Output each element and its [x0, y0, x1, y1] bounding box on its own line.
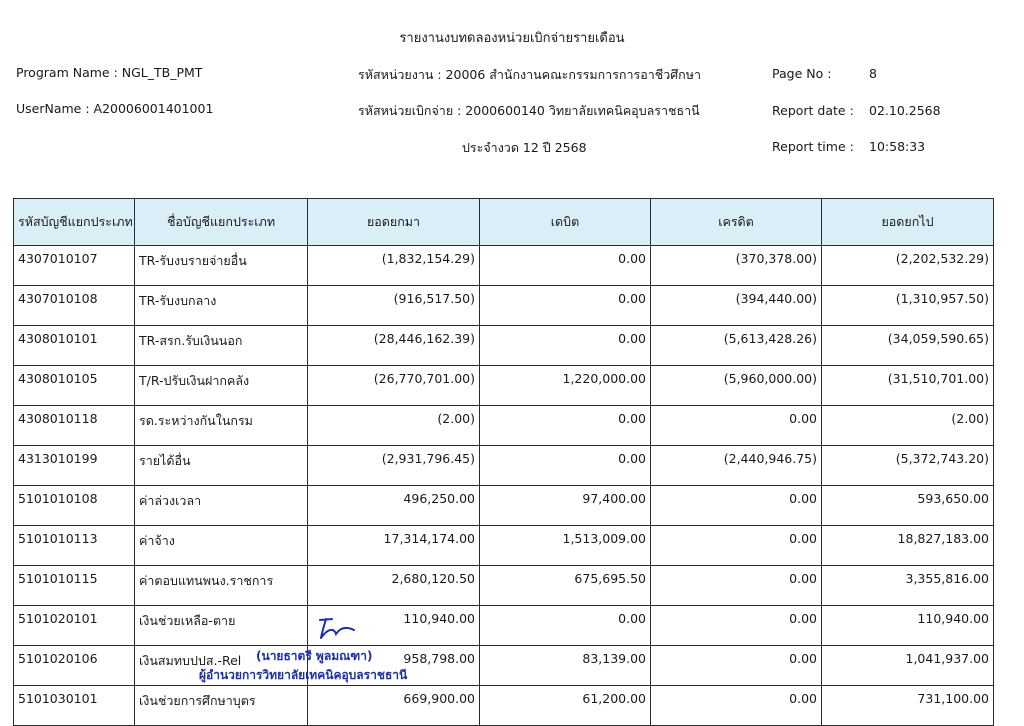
account-name: เงินช่วยการศึกษาบุตร [135, 686, 308, 726]
credit: 0.00 [651, 526, 822, 566]
header-debit: เดบิต [480, 199, 651, 246]
signature-mark [316, 616, 356, 642]
header-carried-forward: ยอดยกไป [822, 199, 994, 246]
account-name: ค่าตอบแทนพนง.ราชการ [135, 566, 308, 606]
carried-forward: 3,355,816.00 [822, 566, 994, 606]
debit: 61,200.00 [480, 686, 651, 726]
carried-forward: 1,041,937.00 [822, 646, 994, 686]
debit: 0.00 [480, 406, 651, 446]
page-number: 8 [869, 66, 877, 81]
credit: (5,960,000.00) [651, 366, 822, 406]
brought-forward: (26,770,701.00) [308, 366, 480, 406]
credit: (5,613,428.26) [651, 326, 822, 366]
carried-forward: (34,059,590.65) [822, 326, 994, 366]
credit: (394,440.00) [651, 286, 822, 326]
header-account-name: ชื่อบัญชีแยกประเภท [135, 199, 308, 246]
table-row [14, 686, 994, 726]
account-name: เงินสมทบปปส.-Rel [135, 646, 308, 686]
account-code: 5101020106 [14, 646, 135, 686]
table-row [14, 406, 994, 446]
debit: 0.00 [480, 446, 651, 486]
signer-name-stamp: (นายธาตรี พูลมณฑา) [256, 649, 373, 663]
account-code: 5101010113 [14, 526, 135, 566]
account-code: 5101010108 [14, 486, 135, 526]
credit: 0.00 [651, 406, 822, 446]
debit: 0.00 [480, 286, 651, 326]
account-name: ค่าจ้าง [135, 526, 308, 566]
carried-forward: 18,827,183.00 [822, 526, 994, 566]
carried-forward: (2,202,532.29) [822, 246, 994, 286]
carried-forward: (31,510,701.00) [822, 366, 994, 406]
report-period: ประจำงวด 12 ปี 2568 [462, 140, 587, 155]
credit: 0.00 [651, 566, 822, 606]
debit: 97,400.00 [480, 486, 651, 526]
account-name: ค่าล่วงเวลา [135, 486, 308, 526]
report-date-label: Report date : [772, 103, 854, 118]
table-header-row [14, 199, 994, 246]
header-brought-forward: ยอดยกมา [308, 199, 480, 246]
account-code: 5101020101 [14, 606, 135, 646]
carried-forward: (5,372,743.20) [822, 446, 994, 486]
brought-forward: (2,931,796.45) [308, 446, 480, 486]
debit: 1,513,009.00 [480, 526, 651, 566]
signer-position-stamp: ผู้อำนวยการวิทยาลัยเทคนิคอุบลราชธานี [199, 668, 408, 682]
brought-forward: 110,940.00 [308, 606, 480, 646]
account-code: 4308010101 [14, 326, 135, 366]
account-name: T/R-ปรับเงินฝากคลัง [135, 366, 308, 406]
carried-forward: (1,310,957.50) [822, 286, 994, 326]
table-row [14, 446, 994, 486]
table-row [14, 566, 994, 606]
account-name: TR-สรก.รับเงินนอก [135, 326, 308, 366]
brought-forward: (916,517.50) [308, 286, 480, 326]
table-row [14, 326, 994, 366]
account-code: 5101030101 [14, 686, 135, 726]
table-row [14, 286, 994, 326]
account-code: 4313010199 [14, 446, 135, 486]
credit: 0.00 [651, 606, 822, 646]
report-title: รายงานงบทดลองหน่วยเบิกจ่ายรายเดือน [399, 31, 625, 46]
debit: 83,139.00 [480, 646, 651, 686]
debit: 0.00 [480, 606, 651, 646]
carried-forward: 731,100.00 [822, 686, 994, 726]
agency-code: รหัสหน่วยงาน : 20006 สำนักงานคณะกรรมการการอาชีวศึกษา [358, 67, 702, 82]
account-code: 4307010108 [14, 286, 135, 326]
account-name: รายได้อื่น [135, 446, 308, 486]
brought-forward: 496,250.00 [308, 486, 480, 526]
account-code: 4308010105 [14, 366, 135, 406]
credit: 0.00 [651, 686, 822, 726]
disbursing-unit-code: รหัสหน่วยเบิกจ่าย : 2000600140 วิทยาลัยเทคนิคอุบลราชธานี [358, 103, 700, 118]
carried-forward: 593,650.00 [822, 486, 994, 526]
table-row [14, 606, 994, 646]
debit: 1,220,000.00 [480, 366, 651, 406]
brought-forward: (1,832,154.29) [308, 246, 480, 286]
brought-forward: (2.00) [308, 406, 480, 446]
brought-forward: 2,680,120.50 [308, 566, 480, 606]
account-code: 4307010107 [14, 246, 135, 286]
account-name: TR-รับงบกลาง [135, 286, 308, 326]
table-row [14, 246, 994, 286]
header-credit: เครดิต [651, 199, 822, 246]
page-label: Page No : [772, 66, 832, 81]
report-date: 02.10.2568 [869, 103, 941, 118]
debit: 675,695.50 [480, 566, 651, 606]
brought-forward: 17,314,174.00 [308, 526, 480, 566]
user-name: UserName : A20006001401001 [16, 101, 214, 116]
account-name: เงินช่วยเหลือ-ตาย [135, 606, 308, 646]
brought-forward: (28,446,162.39) [308, 326, 480, 366]
table-row [14, 366, 994, 406]
report-time-label: Report time : [772, 139, 854, 154]
table-row [14, 646, 994, 686]
header-account-code: รหัสบัญชีแยกประเภท [14, 199, 135, 246]
brought-forward: 958,798.00 [308, 646, 480, 686]
debit: 0.00 [480, 326, 651, 366]
carried-forward: 110,940.00 [822, 606, 994, 646]
credit: (2,440,946.75) [651, 446, 822, 486]
report-time: 10:58:33 [869, 139, 926, 154]
table-row [14, 486, 994, 526]
account-code: 5101010115 [14, 566, 135, 606]
credit: 0.00 [651, 646, 822, 686]
account-name: รด.ระหว่างกันในกรม [135, 406, 308, 446]
account-name: TR-รับงบรายจ่ายอื่น [135, 246, 308, 286]
debit: 0.00 [480, 246, 651, 286]
table-row [14, 526, 994, 566]
trial-balance-table [13, 198, 994, 726]
carried-forward: (2.00) [822, 406, 994, 446]
brought-forward: 669,900.00 [308, 686, 480, 726]
credit: (370,378.00) [651, 246, 822, 286]
account-code: 4308010118 [14, 406, 135, 446]
credit: 0.00 [651, 486, 822, 526]
program-name: Program Name : NGL_TB_PMT [16, 65, 203, 80]
